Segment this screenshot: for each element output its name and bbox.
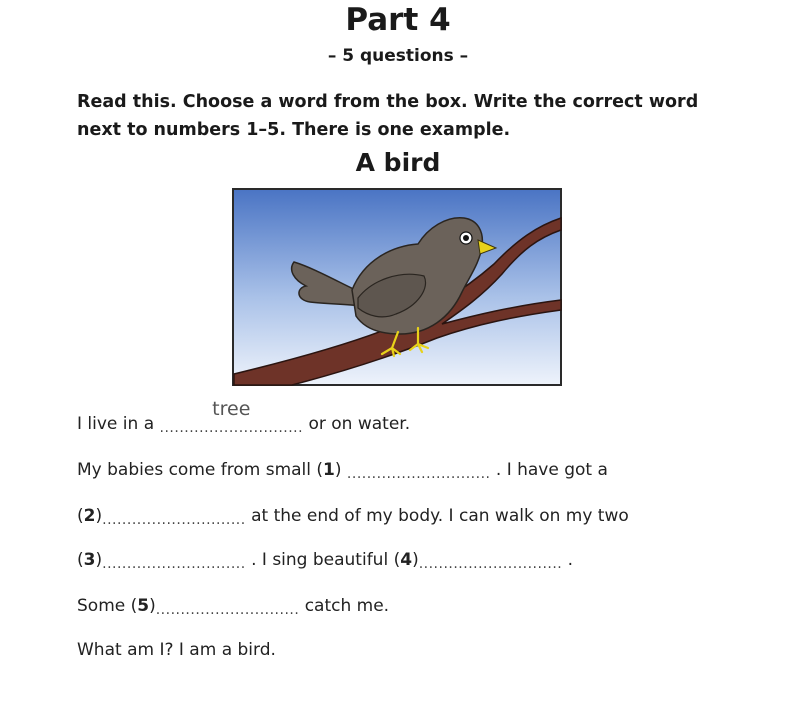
- answer-blank-2[interactable]: .............................: [102, 512, 246, 528]
- instructions: [77, 88, 727, 144]
- story-title: A bird: [355, 148, 441, 177]
- story-line-2: [77, 460, 608, 482]
- bird-picture: [232, 188, 562, 386]
- page-subtitle: – 5 questions –: [327, 46, 469, 66]
- instructions-line-1: Read this. Choose a word from the box. Write the correct word: [77, 92, 699, 112]
- story-text: ): [334, 460, 347, 480]
- story-text: ): [95, 550, 103, 570]
- story-text: catch me.: [304, 596, 390, 616]
- blank-dots: .............................: [159, 420, 304, 436]
- question-number-3: 3: [83, 550, 96, 570]
- story-text: or on water.: [308, 414, 411, 434]
- story-text: (: [77, 550, 84, 570]
- story-line-6: What am I? I am a bird.: [77, 640, 276, 660]
- story-text: at the end of my body. I can walk on my two: [251, 506, 629, 526]
- question-number-5: 5: [137, 596, 150, 616]
- page-title: Part 4: [345, 2, 451, 38]
- story-line-3: [77, 506, 629, 528]
- story-text: ): [149, 596, 156, 616]
- example-answer: tree: [212, 398, 251, 420]
- example-blank: [159, 398, 304, 436]
- answer-blank-4[interactable]: .............................: [418, 556, 563, 572]
- answer-blank-1[interactable]: .............................: [346, 466, 491, 482]
- story-text: Some (: [77, 596, 138, 616]
- story-text: . I have got a: [495, 460, 608, 480]
- answer-blank-3[interactable]: .............................: [102, 556, 246, 572]
- story-text: I live in a: [77, 414, 155, 434]
- story-text: (: [77, 506, 84, 526]
- story-line-1: [77, 398, 411, 436]
- story-text: . I sing beautiful (: [251, 550, 401, 570]
- story-line-5: [77, 596, 389, 618]
- question-number-1: 1: [323, 460, 335, 480]
- story-text: ): [95, 506, 103, 526]
- question-number-2: 2: [83, 506, 96, 526]
- story-text: ): [412, 550, 419, 570]
- story-text: My babies come from small (: [77, 460, 324, 480]
- answer-blank-5[interactable]: .............................: [155, 602, 300, 618]
- instructions-line-2: next to numbers 1–5. There is one example.: [77, 120, 511, 140]
- question-number-4: 4: [400, 550, 413, 570]
- story-line-4: [77, 550, 573, 572]
- story-text: .: [567, 550, 574, 570]
- bird-pupil: [463, 235, 469, 241]
